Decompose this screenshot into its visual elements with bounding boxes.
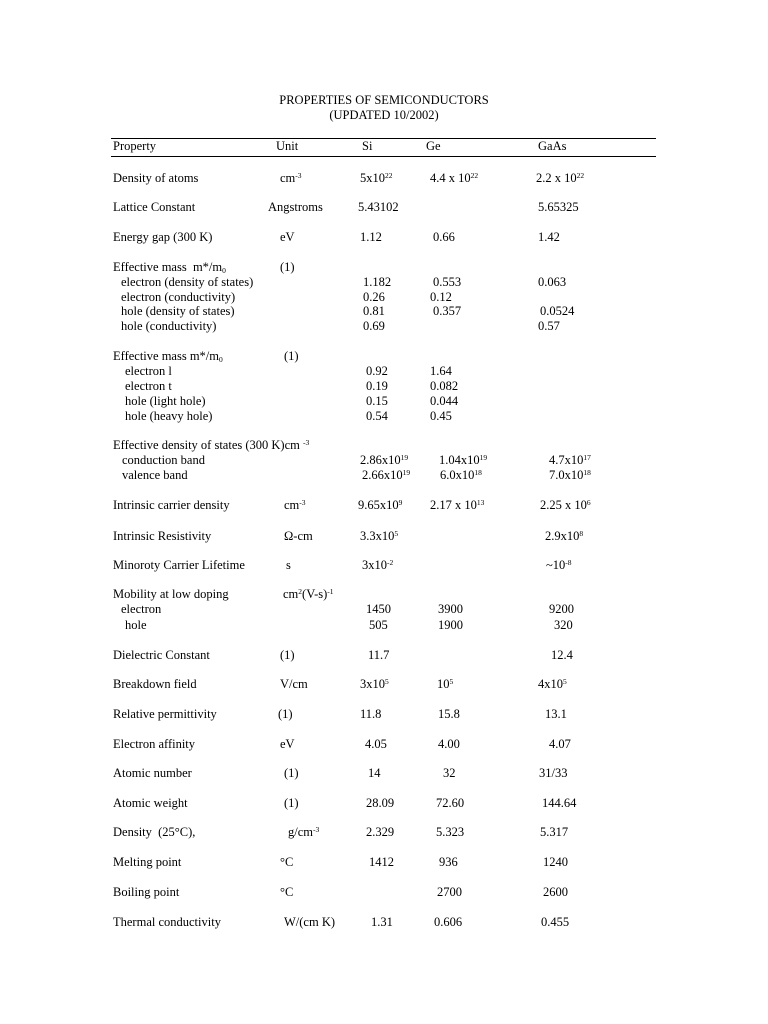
row-property: Relative permittivity	[113, 707, 217, 721]
row-property: Energy gap (300 K)	[113, 230, 213, 244]
row-property: hole (conductivity)	[121, 319, 217, 333]
row-gaas-value: 320	[554, 618, 573, 632]
row-gaas-value: 1.42	[538, 230, 560, 244]
row-gaas-value: $2.9x10^8$	[545, 529, 584, 543]
row-gaas-value: 12.4	[551, 648, 573, 662]
row-ge-value: 0.606	[434, 915, 463, 929]
row-si-value: 28.09	[366, 796, 395, 810]
row-property: electron (conductivity)	[121, 290, 236, 304]
row-si-value: 11.7	[368, 648, 390, 662]
row-gaas-value: 2.25 x $10^6$	[540, 498, 591, 512]
row-unit: (1)	[284, 796, 299, 810]
row-ge-value: 0.357	[433, 304, 462, 318]
row-si-value: $3.3x10^5$	[360, 529, 399, 543]
row-unit: (1)	[278, 707, 293, 721]
row-ge-value: 0.553	[433, 275, 462, 289]
row-ge-value: 0.66	[433, 230, 455, 244]
row-property: Effective mass $m*/m_0$	[113, 349, 223, 364]
header-ge: Ge	[426, 139, 441, 153]
row-property: Density of atoms	[113, 171, 199, 185]
row-unit: $g/cm^{-3}$	[288, 825, 320, 839]
row-unit: V/cm	[280, 677, 308, 691]
row-si-value: 505	[369, 618, 388, 632]
row-si-value: $3x10^{-2}$	[362, 558, 394, 572]
row-property: Intrinsic Resistivity	[113, 529, 212, 543]
row-si-value: $9.65x10^9$	[358, 498, 403, 512]
row-ge-value: 4.4 x $10^{22}$	[430, 171, 479, 185]
header-gaas: GaAs	[538, 139, 567, 153]
row-ge-value: 1900	[438, 618, 463, 632]
document-subtitle: (UPDATED 10/2002)	[329, 108, 439, 122]
row-ge-value: 0.044	[430, 394, 459, 408]
row-si-value: 1412	[369, 855, 394, 869]
row-unit: $cm^2(V-s)^{-1}$	[283, 587, 334, 601]
row-property: Mobility at low doping	[113, 587, 229, 601]
row-si-value: $3x10^5$	[360, 677, 389, 691]
row-property: Boiling point	[113, 885, 180, 899]
row-property: Atomic number	[113, 766, 192, 780]
row-property: hole (heavy hole)	[125, 409, 213, 423]
row-ge-value: 2700	[437, 885, 462, 899]
row-property: conduction band	[122, 453, 205, 467]
row-property: hole (light hole)	[125, 394, 206, 408]
row-ge-value: 2.17 x $10^{13}$	[430, 498, 485, 512]
row-gaas-value: 0.57	[538, 319, 560, 333]
row-ge-value: 72.60	[436, 796, 465, 810]
row-unit: eV	[280, 230, 295, 244]
row-ge-value: 936	[439, 855, 458, 869]
header-si: Si	[362, 139, 373, 153]
row-gaas-value: 2.2 x $10^{22}$	[536, 171, 585, 185]
row-si-value: $5x10^{22}$	[360, 171, 393, 185]
row-property: electron (density of states)	[121, 275, 254, 289]
row-property: Breakdown field	[113, 677, 197, 691]
row-property: hole (density of states)	[121, 304, 235, 318]
row-ge-value: 0.45	[430, 409, 452, 423]
row-ge-value: 0.12	[430, 290, 452, 304]
row-si-value: 0.81	[363, 304, 385, 318]
row-si-value: 4.05	[365, 737, 387, 751]
row-unit: °C	[280, 855, 294, 869]
row-gaas-value: 2600	[543, 885, 568, 899]
row-property: Dielectric Constant	[113, 648, 210, 662]
header-unit: Unit	[276, 139, 299, 153]
row-si-value: 0.15	[366, 394, 388, 408]
row-gaas-value: 0.455	[541, 915, 570, 929]
row-unit: W/(cm K)	[284, 915, 336, 929]
row-property: electron l	[125, 364, 172, 378]
row-property: electron	[121, 602, 162, 616]
table-header-rule	[111, 156, 656, 157]
row-ge-value: 5.323	[436, 825, 465, 839]
row-property: Intrinsic carrier density	[113, 498, 230, 512]
row-unit: $cm^{-3}$	[284, 498, 306, 512]
row-unit: $cm^{-3}$	[280, 171, 302, 185]
row-unit: eV	[280, 737, 295, 751]
row-gaas-value: 13.1	[545, 707, 567, 721]
row-property: Density (25°C),	[113, 825, 196, 839]
row-property: Melting point	[113, 855, 182, 869]
row-si-value: $2.66x10^{19}$	[362, 468, 411, 482]
row-si-value: 5.43102	[358, 200, 399, 214]
row-si-value: 0.92	[366, 364, 388, 378]
row-unit: (1)	[284, 349, 299, 363]
row-unit: °C	[280, 885, 294, 899]
row-property: Effective mass $m*/m_0$	[113, 260, 226, 275]
row-si-value: 11.8	[360, 707, 382, 721]
row-gaas-value: 5.317	[540, 825, 569, 839]
row-unit: s	[286, 558, 291, 572]
row-ge-value: 0.082	[430, 379, 459, 393]
row-gaas-value: 4.07	[549, 737, 571, 751]
row-unit: (1)	[280, 648, 295, 662]
row-si-value: 1450	[366, 602, 391, 616]
row-unit: Ω-cm	[284, 529, 313, 543]
row-ge-value: 4.00	[438, 737, 460, 751]
row-gaas-value: $4.7x10^{17}$	[549, 453, 591, 467]
row-property: Electron affinity	[113, 737, 196, 751]
row-gaas-value: 0.063	[538, 275, 567, 289]
row-ge-value: $6.0x10^{18}$	[440, 468, 482, 482]
row-si-value: 0.19	[366, 379, 388, 393]
row-property: valence band	[122, 468, 188, 482]
table-top-rule	[111, 138, 656, 139]
row-ge-value: 1.64	[430, 364, 452, 378]
row-ge-value: $1.04x10^{19}$	[439, 453, 488, 467]
row-property: Effective density of states (300 K)cm $^{-3}$	[113, 438, 310, 452]
row-gaas-value: $\sim 10^{-8}$	[546, 558, 572, 572]
row-ge-value: 32	[443, 766, 456, 780]
row-si-value: 14	[368, 766, 381, 780]
document-title: PROPERTIES OF SEMICONDUCTORS	[279, 93, 489, 107]
row-unit: (1)	[284, 766, 299, 780]
row-ge-value: $10^5$	[437, 677, 454, 691]
row-property: Minoroty Carrier Lifetime	[113, 558, 245, 572]
row-ge-value: 15.8	[438, 707, 460, 721]
row-property: Thermal conductivity	[113, 915, 221, 929]
row-si-value: 2.329	[366, 825, 395, 839]
row-property: hole	[125, 618, 147, 632]
row-property: Atomic weight	[113, 796, 188, 810]
row-si-value: 0.69	[363, 319, 385, 333]
row-property: Lattice Constant	[113, 200, 196, 214]
row-ge-value: 3900	[438, 602, 463, 616]
row-gaas-value: 9200	[549, 602, 574, 616]
row-property: electron t	[125, 379, 172, 393]
row-gaas-value: 5.65325	[538, 200, 579, 214]
row-si-value: 1.31	[371, 915, 393, 929]
row-si-value: 1.12	[360, 230, 382, 244]
row-gaas-value: $4x10^5$	[538, 677, 567, 691]
row-si-value: 0.26	[363, 290, 385, 304]
row-si-value: 1.182	[363, 275, 392, 289]
row-si-value: 0.54	[366, 409, 388, 423]
row-gaas-value: $7.0x10^{18}$	[549, 468, 591, 482]
row-unit: (1)	[280, 260, 295, 274]
row-gaas-value: 0.0524	[540, 304, 575, 318]
row-unit: Angstroms	[268, 200, 323, 214]
row-si-value: $2.86x10^{19}$	[360, 453, 409, 467]
row-gaas-value: 144.64	[542, 796, 577, 810]
row-gaas-value: 31/33	[539, 766, 568, 780]
header-property: Property	[113, 139, 157, 153]
row-gaas-value: 1240	[543, 855, 568, 869]
